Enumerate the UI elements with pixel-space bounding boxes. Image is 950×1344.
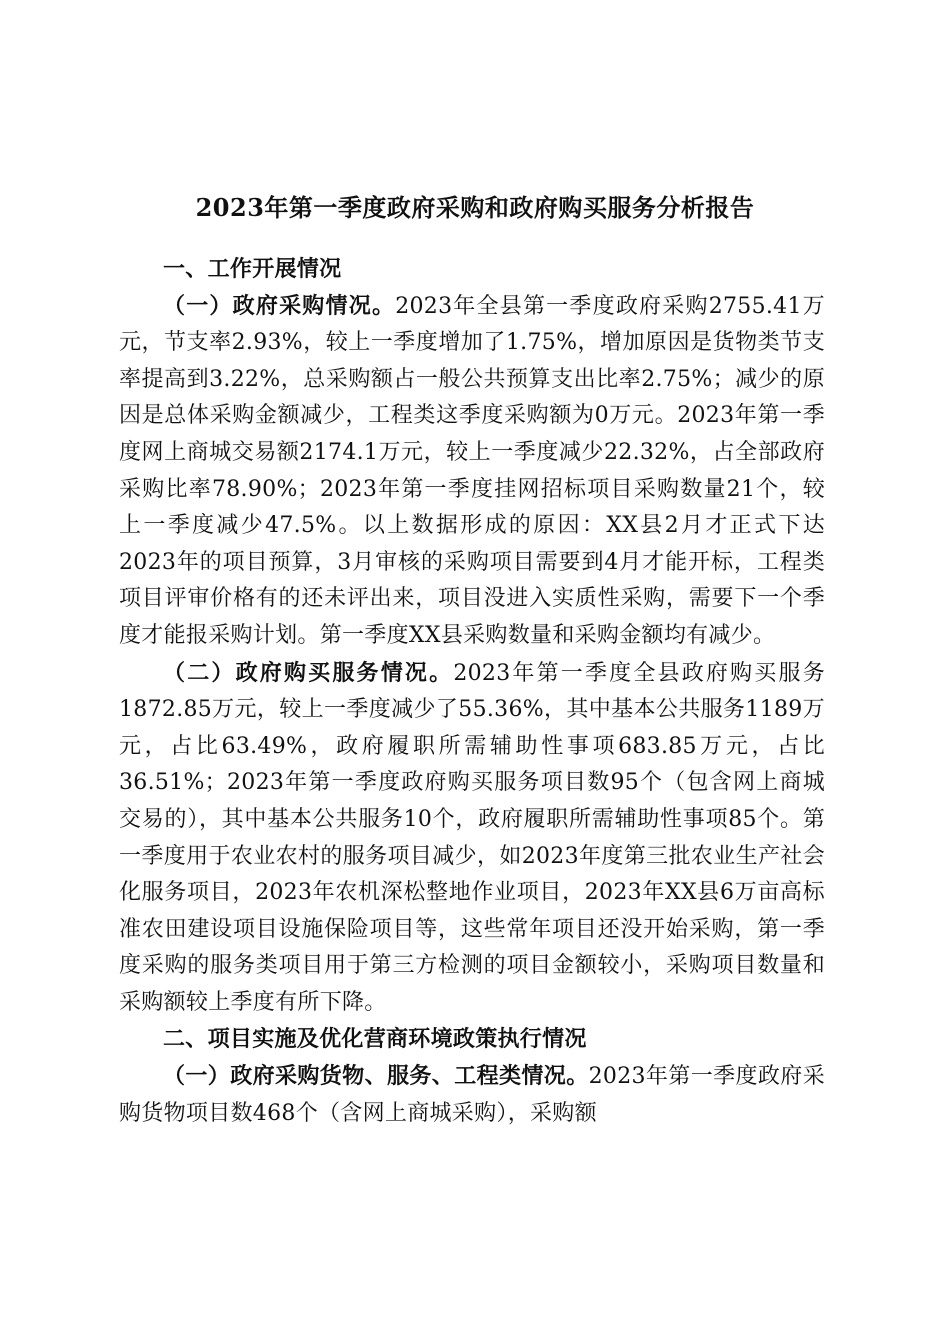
section-2-paragraph-1 — [119, 1058, 825, 1132]
paragraph-text: 2023年第一季度政府采购货物项目数468个（含网上商城采购），采购额 — [119, 1064, 825, 1126]
document-body — [119, 251, 825, 1132]
section-1-paragraph-2 — [119, 655, 825, 1022]
section-1-paragraph-1 — [119, 288, 825, 655]
paragraph-text: 2023年全县第一季度政府采购2755.41万元，节支率2.93%，较上一季度增加了1.75%，增加原因是货物类节支率提高到3.22%，总采购额占一般公共预算支出比率2.75%；减少的原因是总体采购金额减少，工程类这季度采购额为0万元。2023年第一季度网上商城交易额2174.1万元，较上一季度减少22.32%，占全部政府采购比率78.90%；2023年第一季度挂网招标项目采购数量21个，较上一季度减少47.5%。以上数据形成的原因：XX县2月才正式下达2023年的项目预算，3月审核的采购项目需要到4月才能开标，工程类项目评审价格有的还未评出来，项目没进入实质性采购，需要下一个季度才能报采购计划。第一季度XX县采购数量和采购金额均有减少。 — [119, 293, 825, 648]
section-2-heading: 二、项目实施及优化营商环境政策执行情况 — [163, 1026, 587, 1053]
document-title: 2023年第一季度政府采购和政府购买服务分析报告 — [195, 193, 755, 222]
paragraph-lead: （一）政府采购货物、服务、工程类情况。 — [163, 1063, 589, 1090]
paragraph-lead: （一）政府采购情况。 — [163, 292, 396, 319]
section-1-heading: 一、工作开展情况 — [163, 256, 342, 282]
paragraph-lead: （二）政府购买服务情况。 — [163, 659, 454, 686]
paragraph-text: 2023年第一季度全县政府购买服务1872.85万元，较上一季度减少了55.36%，其中基本公共服务1189万元，占比63.49%，政府履职所需辅助性事项683.85万元，占比36.51%；2023年第一季度政府购买服务项目数95个（包含网上商城交易的），其中基本公共服务10个，政府履职所需辅助性事项85个。第一季度用于农业农村的服务项目减少，如2023年度第三批农业生产社会化服务项目，2023年农机深松整地作业项目，2023年XX县6万亩高标准农田建设项目设施保险项目等，这些常年项目还没开始采购，第一季度采购的服务类项目用于第三方检测的项目金额较小，采购项目数量和采购额较上季度有所下降。 — [119, 660, 825, 1015]
